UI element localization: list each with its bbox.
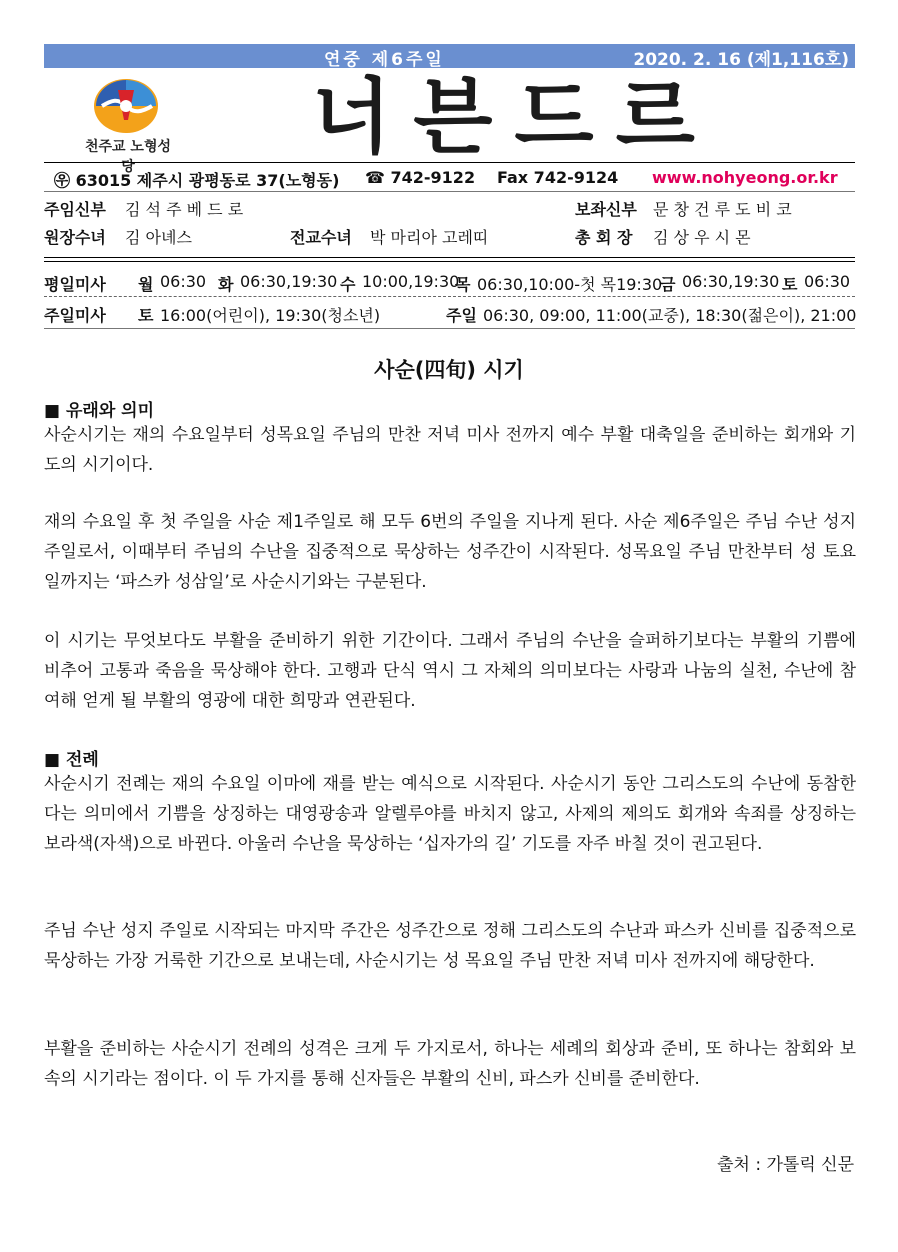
mission-name: 박 마리아 고레띠: [370, 228, 489, 247]
article-title: 사순(四旬) 시기: [374, 358, 524, 382]
sun-sat-times: 16:00(어린이), 19:30(청소년): [160, 306, 381, 325]
address: ㉾ 63015 제주시 광평동로 37(노형동): [54, 171, 340, 190]
divider: [44, 191, 855, 192]
mission-label: 전교수녀: [290, 228, 352, 247]
liturgical-week: 연중 제6주일: [324, 50, 445, 70]
assistant-label: 보좌신부: [575, 200, 637, 219]
divider: [44, 261, 855, 262]
superior-name: 김 아녜스: [125, 228, 192, 247]
wed-label: 수: [340, 275, 356, 294]
council-label: 총 회 장: [575, 228, 633, 247]
sun-times: 06:30, 09:00, 11:00(교중), 18:30(젊은이), 21:00: [483, 306, 857, 325]
superior-label: 원장수녀: [44, 228, 106, 247]
divider: [44, 162, 855, 163]
paragraph: 사순시기는 재의 수요일부터 성목요일 주님의 만찬 저녁 미사 전까지 예수 부활 대축일을 준비하는 회개와 기도의 시기이다.: [44, 425, 856, 475]
sunday-mass-label: 주일미사: [44, 306, 106, 325]
paragraph: 사순시기 전례는 재의 수요일 이마에 재를 받는 예식으로 시작된다. 사순시기 동안 그리스도의 수난에 동참한다는 의미에서 기쁨을 상징하는 대영광송과 알렐루야를 바치지 않고, 사제의 제의도 회개와 속죄를 상징하는 보라색(자색)으로 바뀐다. 아울러 수난을 묵상하는 ‘십자가의 길’ 기도를 자주 바칠 것이 권고된다.: [44, 774, 856, 854]
fri-times: 06:30,19:30: [682, 272, 780, 291]
divider: [44, 257, 855, 258]
mon-label: 월: [138, 275, 154, 294]
website-link[interactable]: www.nohyeong.or.kr: [652, 168, 838, 187]
council-name: 김 상 우 시 몬: [653, 228, 751, 247]
phone: ☎ 742-9122: [365, 168, 476, 187]
wed-times: 10:00,19:30: [362, 272, 460, 291]
paragraph: 부활을 준비하는 사순시기 전례의 성격은 크게 두 가지로서, 하나는 세례의 회상과 준비, 또 하나는 참회와 보속의 시기라는 점이다. 이 두 가지를 통해 신자들은 부활의 신비, 파스카 신비를 준비한다.: [44, 1039, 856, 1089]
header-bar: [44, 44, 855, 68]
issue-date: 2020. 2. 16 (제1,116호): [633, 50, 849, 70]
sun-sat-label: 토: [138, 306, 154, 325]
newsletter-title: 너븐드르: [312, 70, 717, 165]
article-source: 출처 : 가톨릭 신문: [717, 1155, 854, 1175]
thu-times: 06:30,10:00-첫 목19:30: [477, 275, 663, 294]
divider: [44, 328, 855, 329]
divider: [44, 296, 855, 297]
mon-times: 06:30: [160, 272, 207, 291]
parish-logo-icon: [88, 76, 164, 136]
pastor-name: 김 석 주 베 드 로: [125, 200, 244, 219]
paragraph: 이 시기는 무엇보다도 부활을 준비하기 위한 기간이다. 그래서 주님의 수난을 슬퍼하기보다는 부활의 기쁨에 비추어 고통과 죽음을 묵상해야 한다. 고행과 단식 역시 그 자체의 의미보다는 사랑과 나눔의 실천, 수난에 참여해 얻게 될 부활의 영광에 대한 희망과 연관된다.: [44, 631, 856, 711]
paragraph: 재의 수요일 후 첫 주일을 사순 제1주일로 해 모두 6번의 주일을 지나게 된다. 사순 제6주일은 주님 수난 성지 주일로서, 이때부터 주님의 수난을 집중적으로 묵상하는 성주간이 시작된다. 성목요일 주님 만찬부터 성 토요일까지는 ‘파스카 성삼일’로 사순시기와는 구분된다.: [44, 512, 856, 592]
tue-label: 화: [218, 275, 234, 294]
thu-label: 목: [455, 275, 471, 294]
assistant-name: 문 창 건 루 도 비 코: [653, 200, 792, 219]
weekday-mass-label: 평일미사: [44, 275, 106, 294]
sun-label: 주일: [446, 306, 477, 325]
sat-times: 06:30: [804, 272, 851, 291]
sat-label: 토: [782, 275, 798, 294]
section-heading: ■ 유래와 의미: [44, 401, 155, 421]
pastor-label: 주임신부: [44, 200, 106, 219]
paragraph: 주님 수난 성지 주일로 시작되는 마지막 주간은 성주간으로 정해 그리스도의 수난과 파스카 신비를 집중적으로 묵상하는 가장 거룩한 기간으로 보내는데, 사순시기는 성 목요일 주님 만찬 저녁 미사 전까지에 해당한다.: [44, 921, 856, 971]
fax: Fax 742-9124: [497, 168, 619, 187]
fri-label: 금: [660, 275, 676, 294]
tue-times: 06:30,19:30: [240, 272, 338, 291]
section-heading: ■ 전례: [44, 750, 99, 770]
parish-name: 천주교 노형성당: [84, 139, 172, 175]
